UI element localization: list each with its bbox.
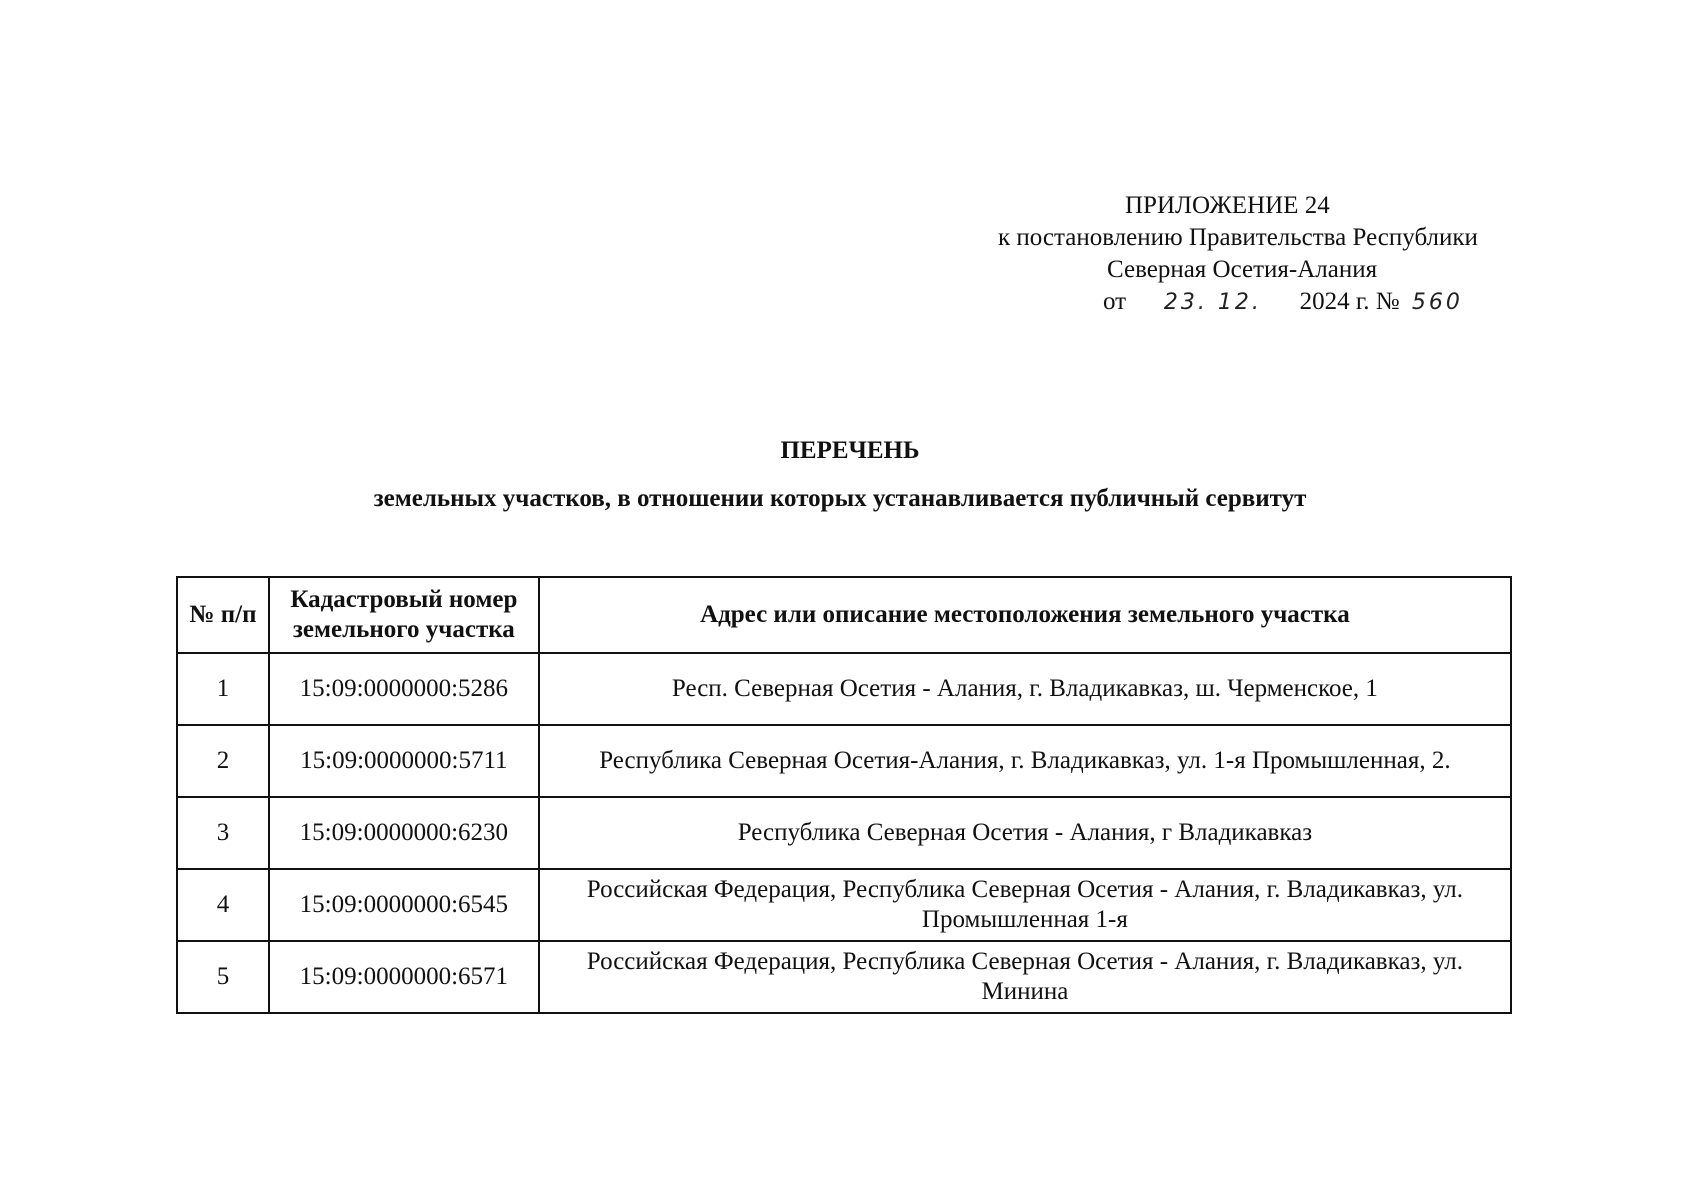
row-address: Российская Федерация, Республика Северная Осетия - Алания, г. Владикавказ, ул. Минина [539, 941, 1511, 1013]
row-num: 4 [177, 869, 269, 941]
row-num: 1 [177, 653, 269, 725]
date-prefix: от [1103, 288, 1127, 315]
row-cadastral: 15:09:0000000:6230 [269, 797, 539, 869]
header-cadastral: Кадастровый номер земельного участка [269, 577, 539, 653]
row-address: Российская Федерация, Республика Северная Осетия - Алания, г. Владикавказ, ул. Промышленная 1-я [539, 869, 1511, 941]
table-header-row [177, 577, 1511, 653]
row-cadastral: 15:09:0000000:5286 [269, 653, 539, 725]
table-row [177, 797, 1511, 869]
row-cadastral: 15:09:0000000:6571 [269, 941, 539, 1013]
row-cadastral: 15:09:0000000:5711 [269, 725, 539, 797]
year-number-label: 2024 г. № [1299, 288, 1400, 315]
handwritten-date: 23. 12. [1163, 290, 1262, 315]
appendix-region-line: Северная Осетия-Алания [1107, 256, 1378, 283]
appendix-date-line [1103, 286, 1482, 319]
row-address: Республика Северная Осетия - Алания, г Владикавказ [539, 797, 1511, 869]
document-title: ПЕРЕЧЕНЬ [780, 437, 920, 464]
row-cadastral: 15:09:0000000:6545 [269, 869, 539, 941]
row-address: Республика Северная Осетия-Алания, г. Владикавказ, ул. 1-я Промышленная, 2. [539, 725, 1511, 797]
row-num: 2 [177, 725, 269, 797]
table-row [177, 725, 1511, 797]
row-num: 5 [177, 941, 269, 1013]
row-address: Респ. Северная Осетия - Алания, г. Владикавказ, ш. Черменское, 1 [539, 653, 1511, 725]
appendix-resolution-line: к постановлению Правительства Республики [998, 224, 1478, 251]
header-address: Адрес или описание местоположения земельного участка [539, 577, 1511, 653]
appendix-title: ПРИЛОЖЕНИЕ 24 [1125, 192, 1330, 219]
handwritten-number: 560 [1411, 290, 1463, 315]
parcels-table [176, 576, 1512, 1014]
table-row [177, 869, 1511, 941]
table-row [177, 941, 1511, 1013]
row-num: 3 [177, 797, 269, 869]
document-subtitle: земельных участков, в отношении которых устанавливается публичный сервитут [373, 485, 1307, 512]
table-row [177, 653, 1511, 725]
header-num: № п/п [177, 577, 269, 653]
